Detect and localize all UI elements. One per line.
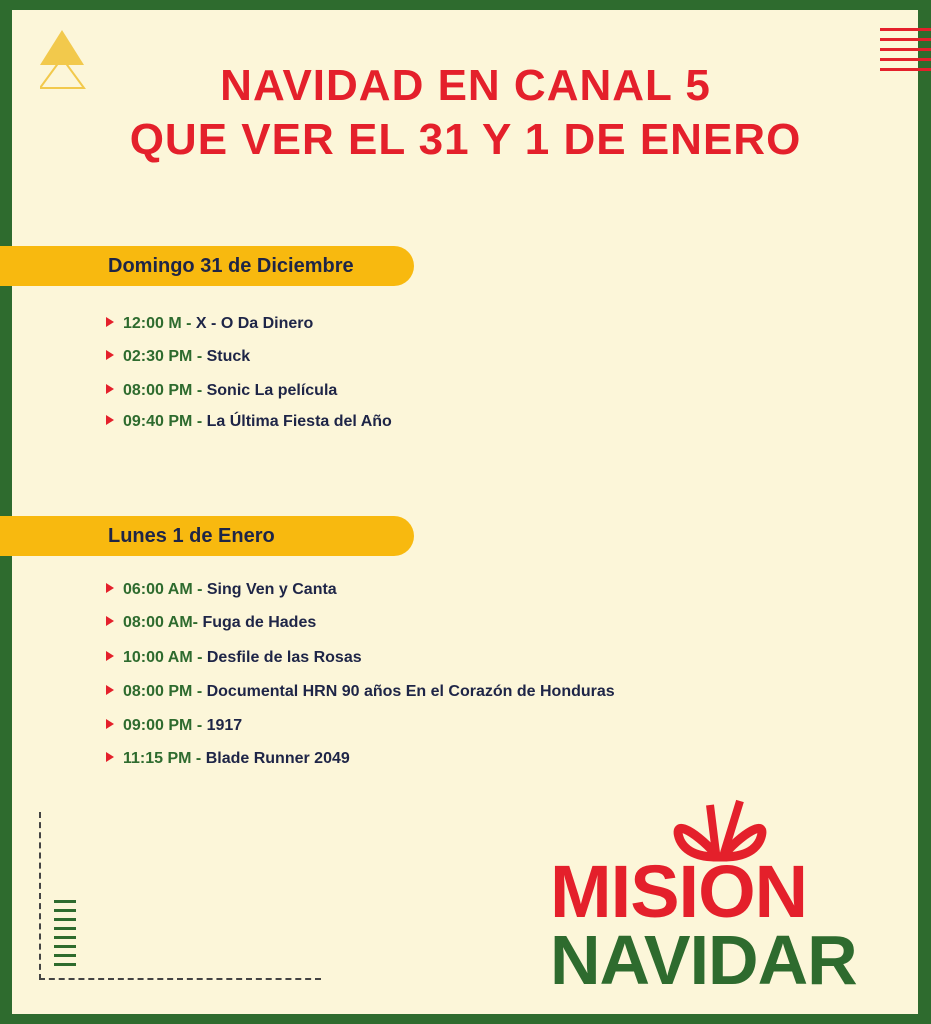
play-arrow-icon <box>106 752 114 762</box>
schedule-item <box>106 611 316 635</box>
schedule-time: 09:40 PM - <box>123 413 207 430</box>
schedule-time: 08:00 AM- <box>123 614 203 631</box>
schedule-time: 08:00 PM - <box>123 683 207 700</box>
schedule-item <box>106 646 362 670</box>
green-stripes-icon <box>54 900 76 966</box>
schedule-show: Blade Runner 2049 <box>205 750 350 767</box>
logo-word-top: MISION <box>550 850 808 933</box>
day-header-domingo <box>0 246 414 286</box>
play-arrow-icon <box>106 350 114 360</box>
play-arrow-icon <box>106 583 114 593</box>
schedule-time: 10:00 AM - <box>123 649 207 666</box>
play-arrow-icon <box>106 317 114 327</box>
play-arrow-icon <box>106 616 114 626</box>
schedule-time: 06:00 AM - <box>123 581 207 598</box>
dashed-border-horizontal <box>39 978 321 980</box>
day-label: Lunes 1 de Enero <box>108 525 275 547</box>
schedule-show: Stuck <box>206 348 251 365</box>
schedule-item <box>106 410 392 434</box>
schedule-item <box>106 345 250 369</box>
schedule-show: La Última Fiesta del Año <box>206 413 392 430</box>
schedule-time: 02:30 PM - <box>123 348 207 365</box>
schedule-show: 1917 <box>206 717 243 734</box>
day-header-lunes <box>0 516 414 556</box>
schedule-item <box>106 714 242 738</box>
schedule-time: 09:00 PM - <box>123 717 207 734</box>
dashed-border-vertical <box>39 812 41 980</box>
play-arrow-icon <box>106 651 114 661</box>
schedule-show: Fuga de Hades <box>202 614 317 631</box>
page-title-line1: NAVIDAD EN CANAL 5 <box>220 61 711 110</box>
schedule-show: Sing Ven y Canta <box>206 581 337 598</box>
schedule-show: Sonic La película <box>206 382 338 399</box>
schedule-item <box>106 312 313 336</box>
page-title-line2: QUE VER EL 31 Y 1 DE ENERO <box>129 115 802 164</box>
schedule-show: X - O Da Dinero <box>195 315 314 332</box>
schedule-show: Documental HRN 90 años En el Corazón de Honduras <box>206 683 615 700</box>
schedule-show: Desfile de las Rosas <box>206 649 362 666</box>
schedule-item <box>106 578 337 602</box>
schedule-item <box>106 747 350 771</box>
play-arrow-icon <box>106 384 114 394</box>
logo-word-bottom: NAVIDAR <box>550 921 857 999</box>
schedule-item <box>106 379 337 403</box>
schedule-item <box>106 680 615 704</box>
mision-navidar-logo <box>540 795 890 1005</box>
day-label: Domingo 31 de Diciembre <box>108 255 354 277</box>
play-arrow-icon <box>106 415 114 425</box>
play-arrow-icon <box>106 685 114 695</box>
play-arrow-icon <box>106 719 114 729</box>
schedule-time: 12:00 M - <box>123 315 196 332</box>
schedule-time: 11:15 PM - <box>123 750 206 767</box>
schedule-time: 08:00 PM - <box>123 382 207 399</box>
